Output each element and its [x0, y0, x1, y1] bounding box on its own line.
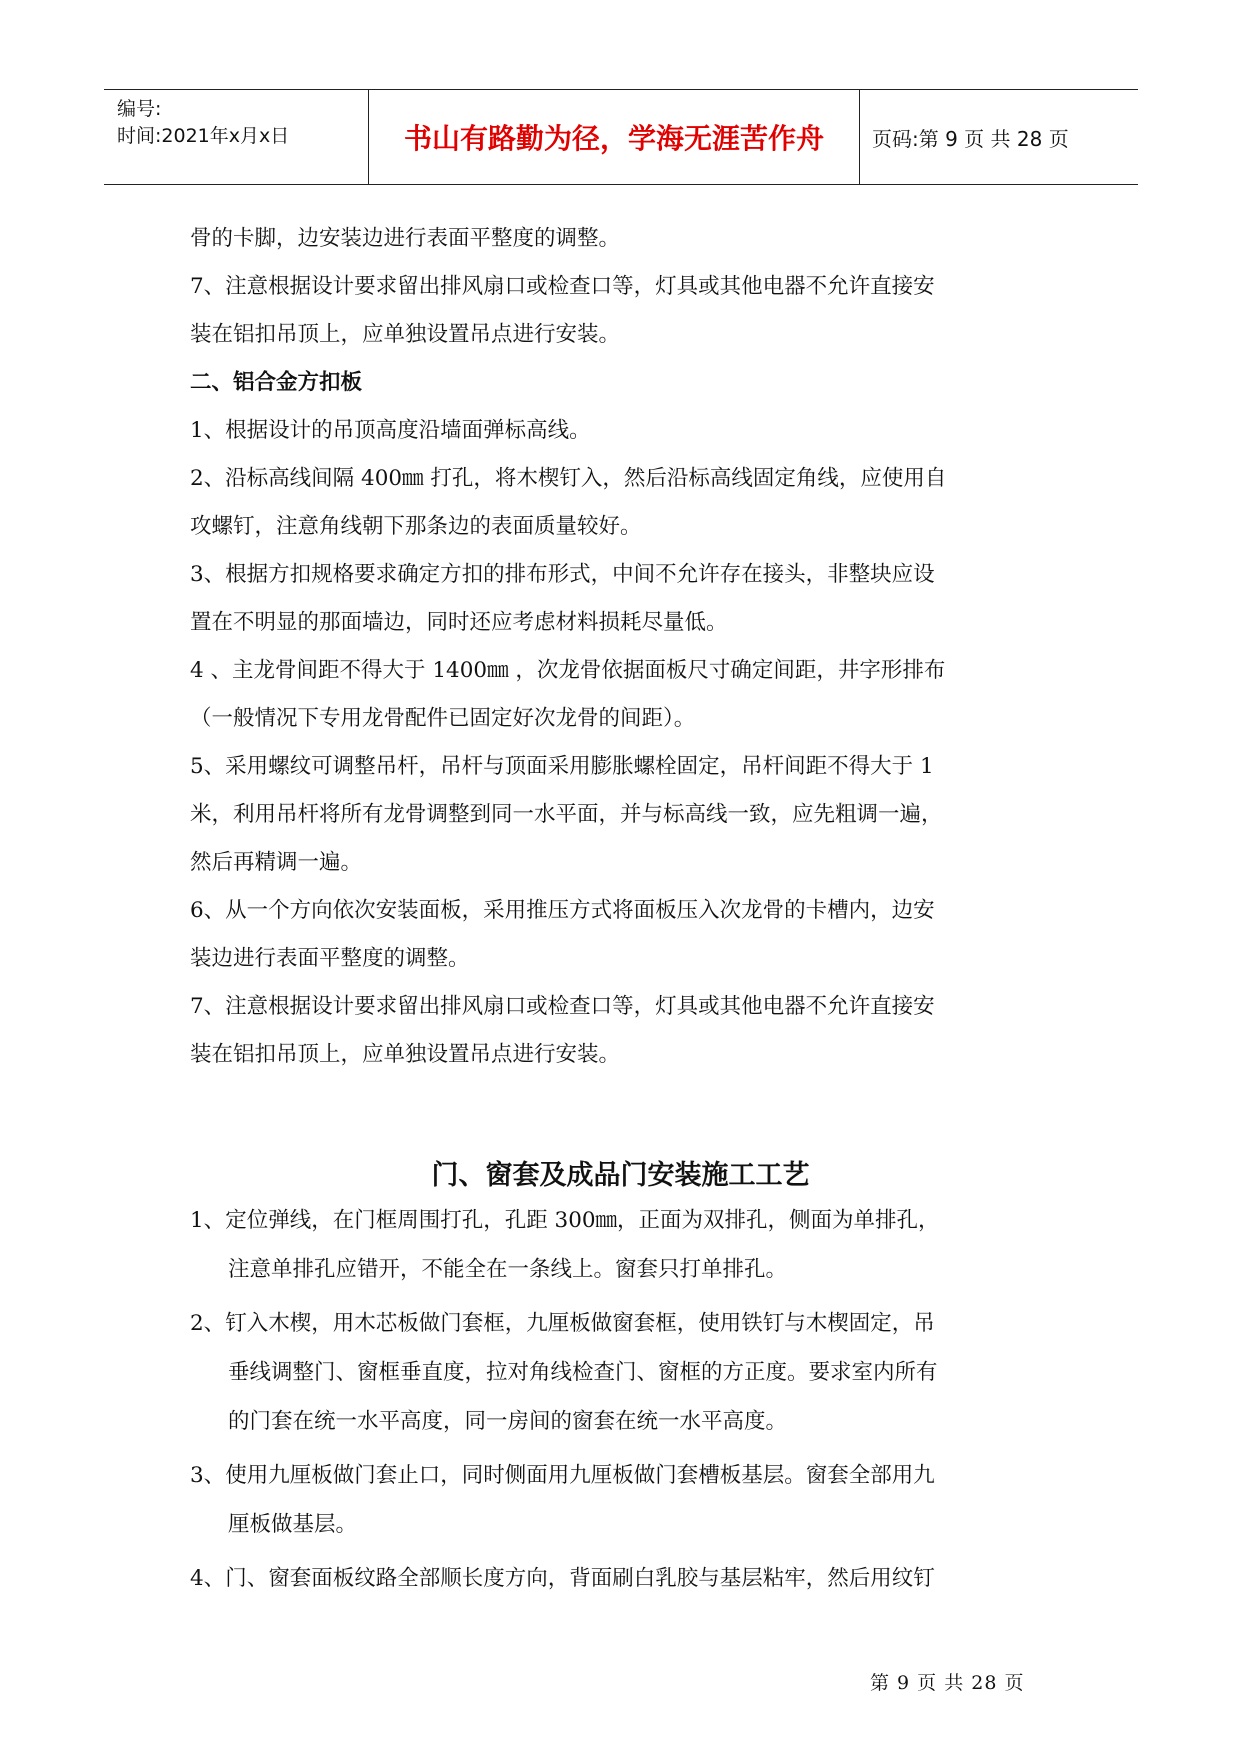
text-line: 1、根据设计的吊顶高度沿墙面弹标高线。: [190, 418, 591, 443]
text-line: 2、沿标高线间隔 400㎜ 打孔，将木楔钉入，然后沿标高线固定角线，应使用自: [190, 466, 947, 491]
text-line: 7、注意根据设计要求留出排风扇口或检查口等，灯具或其他电器不允许直接安: [190, 994, 935, 1019]
list-item: [190, 1451, 1070, 1549]
text-line: （一般情况下专用龙骨配件已固定好次龙骨的间距）。: [190, 706, 696, 731]
text-line: 置在不明显的那面墙边，同时还应考虑材料损耗尽量低。: [190, 610, 728, 635]
item-line: 厘板做基层。: [228, 1512, 358, 1537]
subsection-heading: 二、铝合金方扣板: [190, 370, 363, 395]
text-line: 骨的卡脚，边安装边进行表面平整度的调整。: [190, 226, 621, 251]
header-meta-cell: [104, 90, 369, 184]
text-line: 然后再精调一遍。: [190, 850, 363, 875]
text-line: 6、从一个方向依次安装面板，采用推压方式将面板压入次龙骨的卡槽内，边安: [190, 898, 935, 923]
text-line: 攻螺钉，注意角线朝下那条边的表面质量较好。: [190, 514, 642, 539]
page-header: [104, 89, 1138, 185]
number-label: 编号:: [117, 98, 162, 120]
text-line: 3、根据方扣规格要求确定方扣的排布形式，中间不允许存在接头，非整块应设: [190, 562, 935, 587]
time-label: 时间:2021年x月x日: [117, 125, 290, 147]
text-line: 装在铝扣吊顶上，应单独设置吊点进行安装。: [190, 1042, 621, 1067]
item-number: 1、: [190, 1208, 226, 1233]
item-line: 垂线调整门、窗框垂直度，拉对角线检查门、窗框的方正度。要求室内所有: [228, 1360, 938, 1385]
text-line: 装在铝扣吊顶上，应单独设置吊点进行安装。: [190, 322, 621, 347]
header-page-info: 页码:第 9 页 共 28 页: [872, 126, 1069, 151]
item-number: 4、: [190, 1566, 226, 1591]
text-line: 4 、主龙骨间距不得大于 1400㎜ ，次龙骨依据面板尺寸确定间距，井字形排布: [190, 658, 946, 683]
item-line: 钉入木楔，用木芯板做门套框，九厘板做窗套框，使用铁钉与木楔固定，吊: [225, 1311, 935, 1336]
list-item: [190, 1196, 1070, 1294]
page-footer: 第 9 页 共 28 页: [870, 1672, 1025, 1694]
item-line: 定位弹线，在门框周围打孔，孔距 300㎜，正面为双排孔，侧面为单排孔，: [225, 1208, 940, 1233]
item-line: 门、窗套面板纹路全部顺长度方向，背面刷白乳胶与基层粘牢，然后用纹钉: [225, 1566, 935, 1591]
door-steps-list: [190, 1196, 1070, 1608]
text-line: 5、采用螺纹可调整吊杆，吊杆与顶面采用膨胀螺栓固定，吊杆间距不得大于 1: [190, 754, 934, 779]
list-item: [190, 1554, 1070, 1603]
item-number: 2、: [190, 1311, 226, 1336]
item-line: 的门套在统一水平高度，同一房间的窗套在统一水平高度。: [228, 1409, 788, 1434]
text-line: 装边进行表面平整度的调整。: [190, 946, 470, 971]
item-line: 使用九厘板做门套止口，同时侧面用九厘板做门套槽板基层。窗套全部用九: [225, 1463, 935, 1488]
header-motto: 书山有路勤为径，学海无涯苦作舟: [369, 90, 860, 184]
text-line: 米，利用吊杆将所有龙骨调整到同一水平面，并与标高线一致，应先粗调一遍，: [190, 802, 943, 827]
item-line: 注意单排孔应错开，不能全在一条线上。窗套只打单排孔。: [228, 1257, 788, 1282]
item-number: 3、: [190, 1463, 226, 1488]
section-title: 门、窗套及成品门安装施工工艺: [431, 1160, 810, 1191]
list-item: [190, 1299, 1070, 1446]
text-line: 7、注意根据设计要求留出排风扇口或检查口等，灯具或其他电器不允许直接安: [190, 274, 935, 299]
body-text: [190, 215, 1070, 1079]
